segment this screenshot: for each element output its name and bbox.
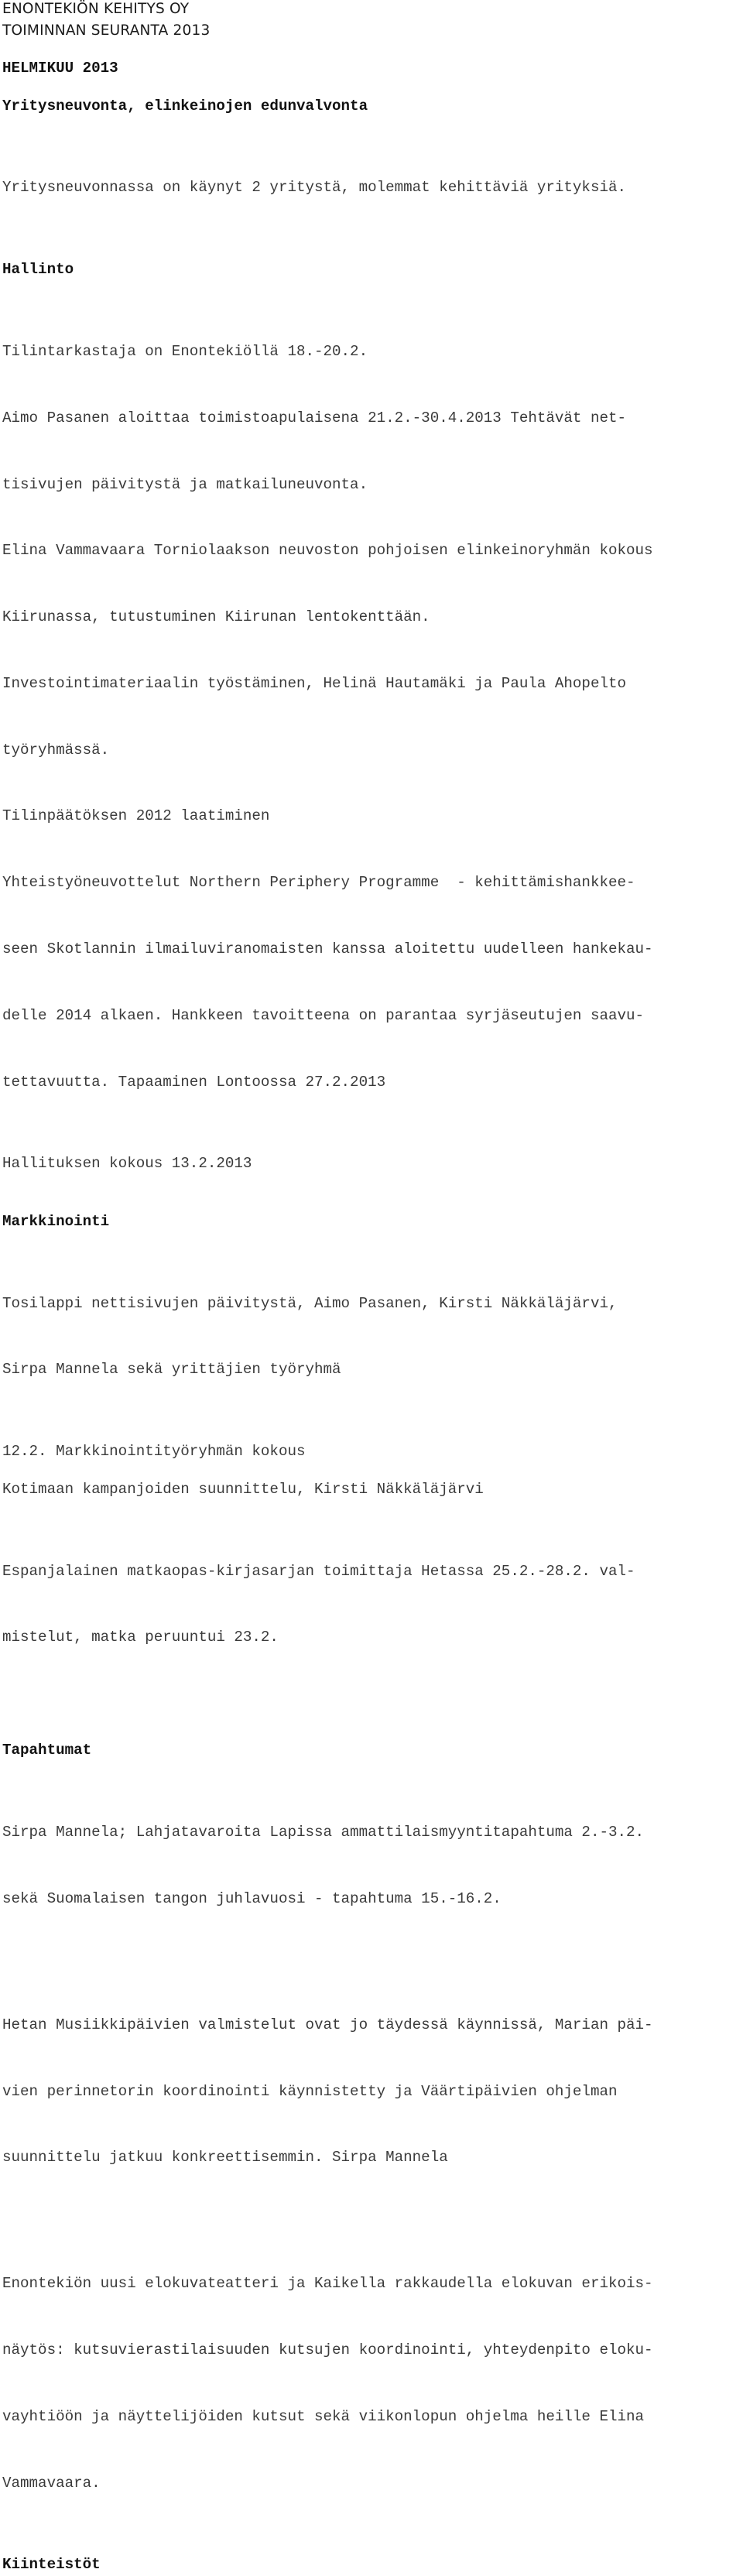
text-line: suunnittelu jatkuu konkreettisemmin. Sirpa Mannela [2, 2149, 448, 2167]
paragraph-markkinointi-3: Kotimaan kampanjoiden suunnittelu, Kirsti Näkkäläjärvi [2, 1480, 484, 1498]
text-line: Tilintarkastaja on Enontekiöllä 18.-20.2. [2, 342, 368, 360]
organization-name: ENONTEKIÖN KEHITYS OY [2, 1, 190, 17]
text-line: Yhteistyöneuvottelut Northern Periphery Programme - kehittämishankkee- [2, 874, 635, 892]
text-line: näytös: kutsuvierastilaisuuden kutsujen koordinointi, yhteydenpito eloku- [2, 2341, 653, 2359]
text-line: mistelut, matka peruuntui 23.2. [2, 1629, 279, 1646]
text-line: Espanjalainen matkaopas-kirjasarjan toimittaja Hetassa 25.2.-28.2. val- [2, 1562, 635, 1580]
paragraph-markkinointi-1 [2, 1249, 741, 1426]
paragraph-markkinointi-4 [2, 1516, 741, 1693]
text-line: Hetan Musiikkipäivien valmistelut ovat jo täydessä käynnissä, Marian päi- [2, 2016, 653, 2033]
section-heading-yritysneuvonta: Yritysneuvonta, elinkeinojen edunvalvonta [2, 97, 368, 115]
paragraph-yritysneuvonta [2, 132, 741, 243]
text-line: Tosilappi nettisivujen päivitystä, Aimo Pasanen, Kirsti Näkkäläjärvi, [2, 1294, 618, 1312]
text-line: vien perinnetorin koordinointi käynnistetty ja Väärtipäivien ohjelman [2, 2082, 618, 2100]
text-line: Elina Vammavaara Torniolaakson neuvoston pohjoisen elinkeinoryhmän kokous [2, 542, 653, 560]
text-line: tisivujen päivitystä ja matkailuneuvonta. [2, 475, 368, 493]
text-line: työryhmässä. [2, 741, 110, 759]
text-line: Kiirunassa, tutustuminen Kiirunan lentokenttään. [2, 608, 430, 626]
text-line: delle 2014 alkaen. Hankkeen tavoitteena on parantaa syrjäseutujen saavu- [2, 1006, 645, 1024]
text-line: vayhtiöön ja näyttelijöiden kutsut sekä viikonlopun ohjelma heille Elina [2, 2407, 645, 2425]
section-heading-kiinteistot: Kiinteistöt [2, 2556, 101, 2574]
text-line: Vammavaara. [2, 2474, 101, 2492]
report-title: TOIMINNAN SEURANTA 2013 [2, 22, 211, 39]
text-line: Sirpa Mannela sekä yrittäjien työryhmä [2, 1361, 341, 1379]
document-page [2, 0, 741, 2576]
paragraph-tapahtumat-1 [2, 1777, 741, 1954]
text-line: Tilinpäätöksen 2012 laatiminen [2, 807, 270, 825]
section-heading-tapahtumat: Tapahtumat [2, 1742, 92, 1759]
paragraph-tapahtumat-3 [2, 2228, 741, 2538]
section-heading-markkinointi: Markkinointi [2, 1212, 110, 1230]
paragraph-tapahtumat-2 [2, 1970, 741, 2214]
text-line: Aimo Pasanen aloittaa toimistoapulaisena 21.2.-30.4.2013 Tehtävät net- [2, 409, 627, 426]
text-line: Sirpa Mannela; Lahjatavaroita Lapissa ammattilaismyyntitapahtuma 2.-3.2. [2, 1823, 645, 1841]
board-meeting-line: Hallituksen kokous 13.2.2013 [2, 1155, 252, 1173]
text-line: seen Skotlannin ilmailuviranomaisten kanssa aloitettu uudelleen hankekau- [2, 940, 653, 957]
text-line: Investointimateriaalin työstäminen, Helinä Hautamäki ja Paula Ahopelto [2, 674, 627, 692]
text-line: Yritysneuvonnassa on käynyt 2 yritystä, molemmat kehittäviä yrityksiä. [2, 179, 627, 197]
month-heading: HELMIKUU 2013 [2, 60, 118, 77]
text-line: Enontekiön uusi elokuvateatteri ja Kaikella rakkaudella elokuvan erikois- [2, 2275, 653, 2293]
text-line: tettavuutta. Tapaaminen Lontoossa 27.2.2013 [2, 1073, 386, 1091]
text-line: sekä Suomalaisen tangon juhlavuosi - tapahtuma 15.-16.2. [2, 1889, 502, 1907]
section-heading-hallinto: Hallinto [2, 261, 74, 279]
paragraph-markkinointi-2: 12.2. Markkinointityöryhmän kokous [2, 1443, 306, 1461]
paragraph-hallinto [2, 296, 741, 1138]
